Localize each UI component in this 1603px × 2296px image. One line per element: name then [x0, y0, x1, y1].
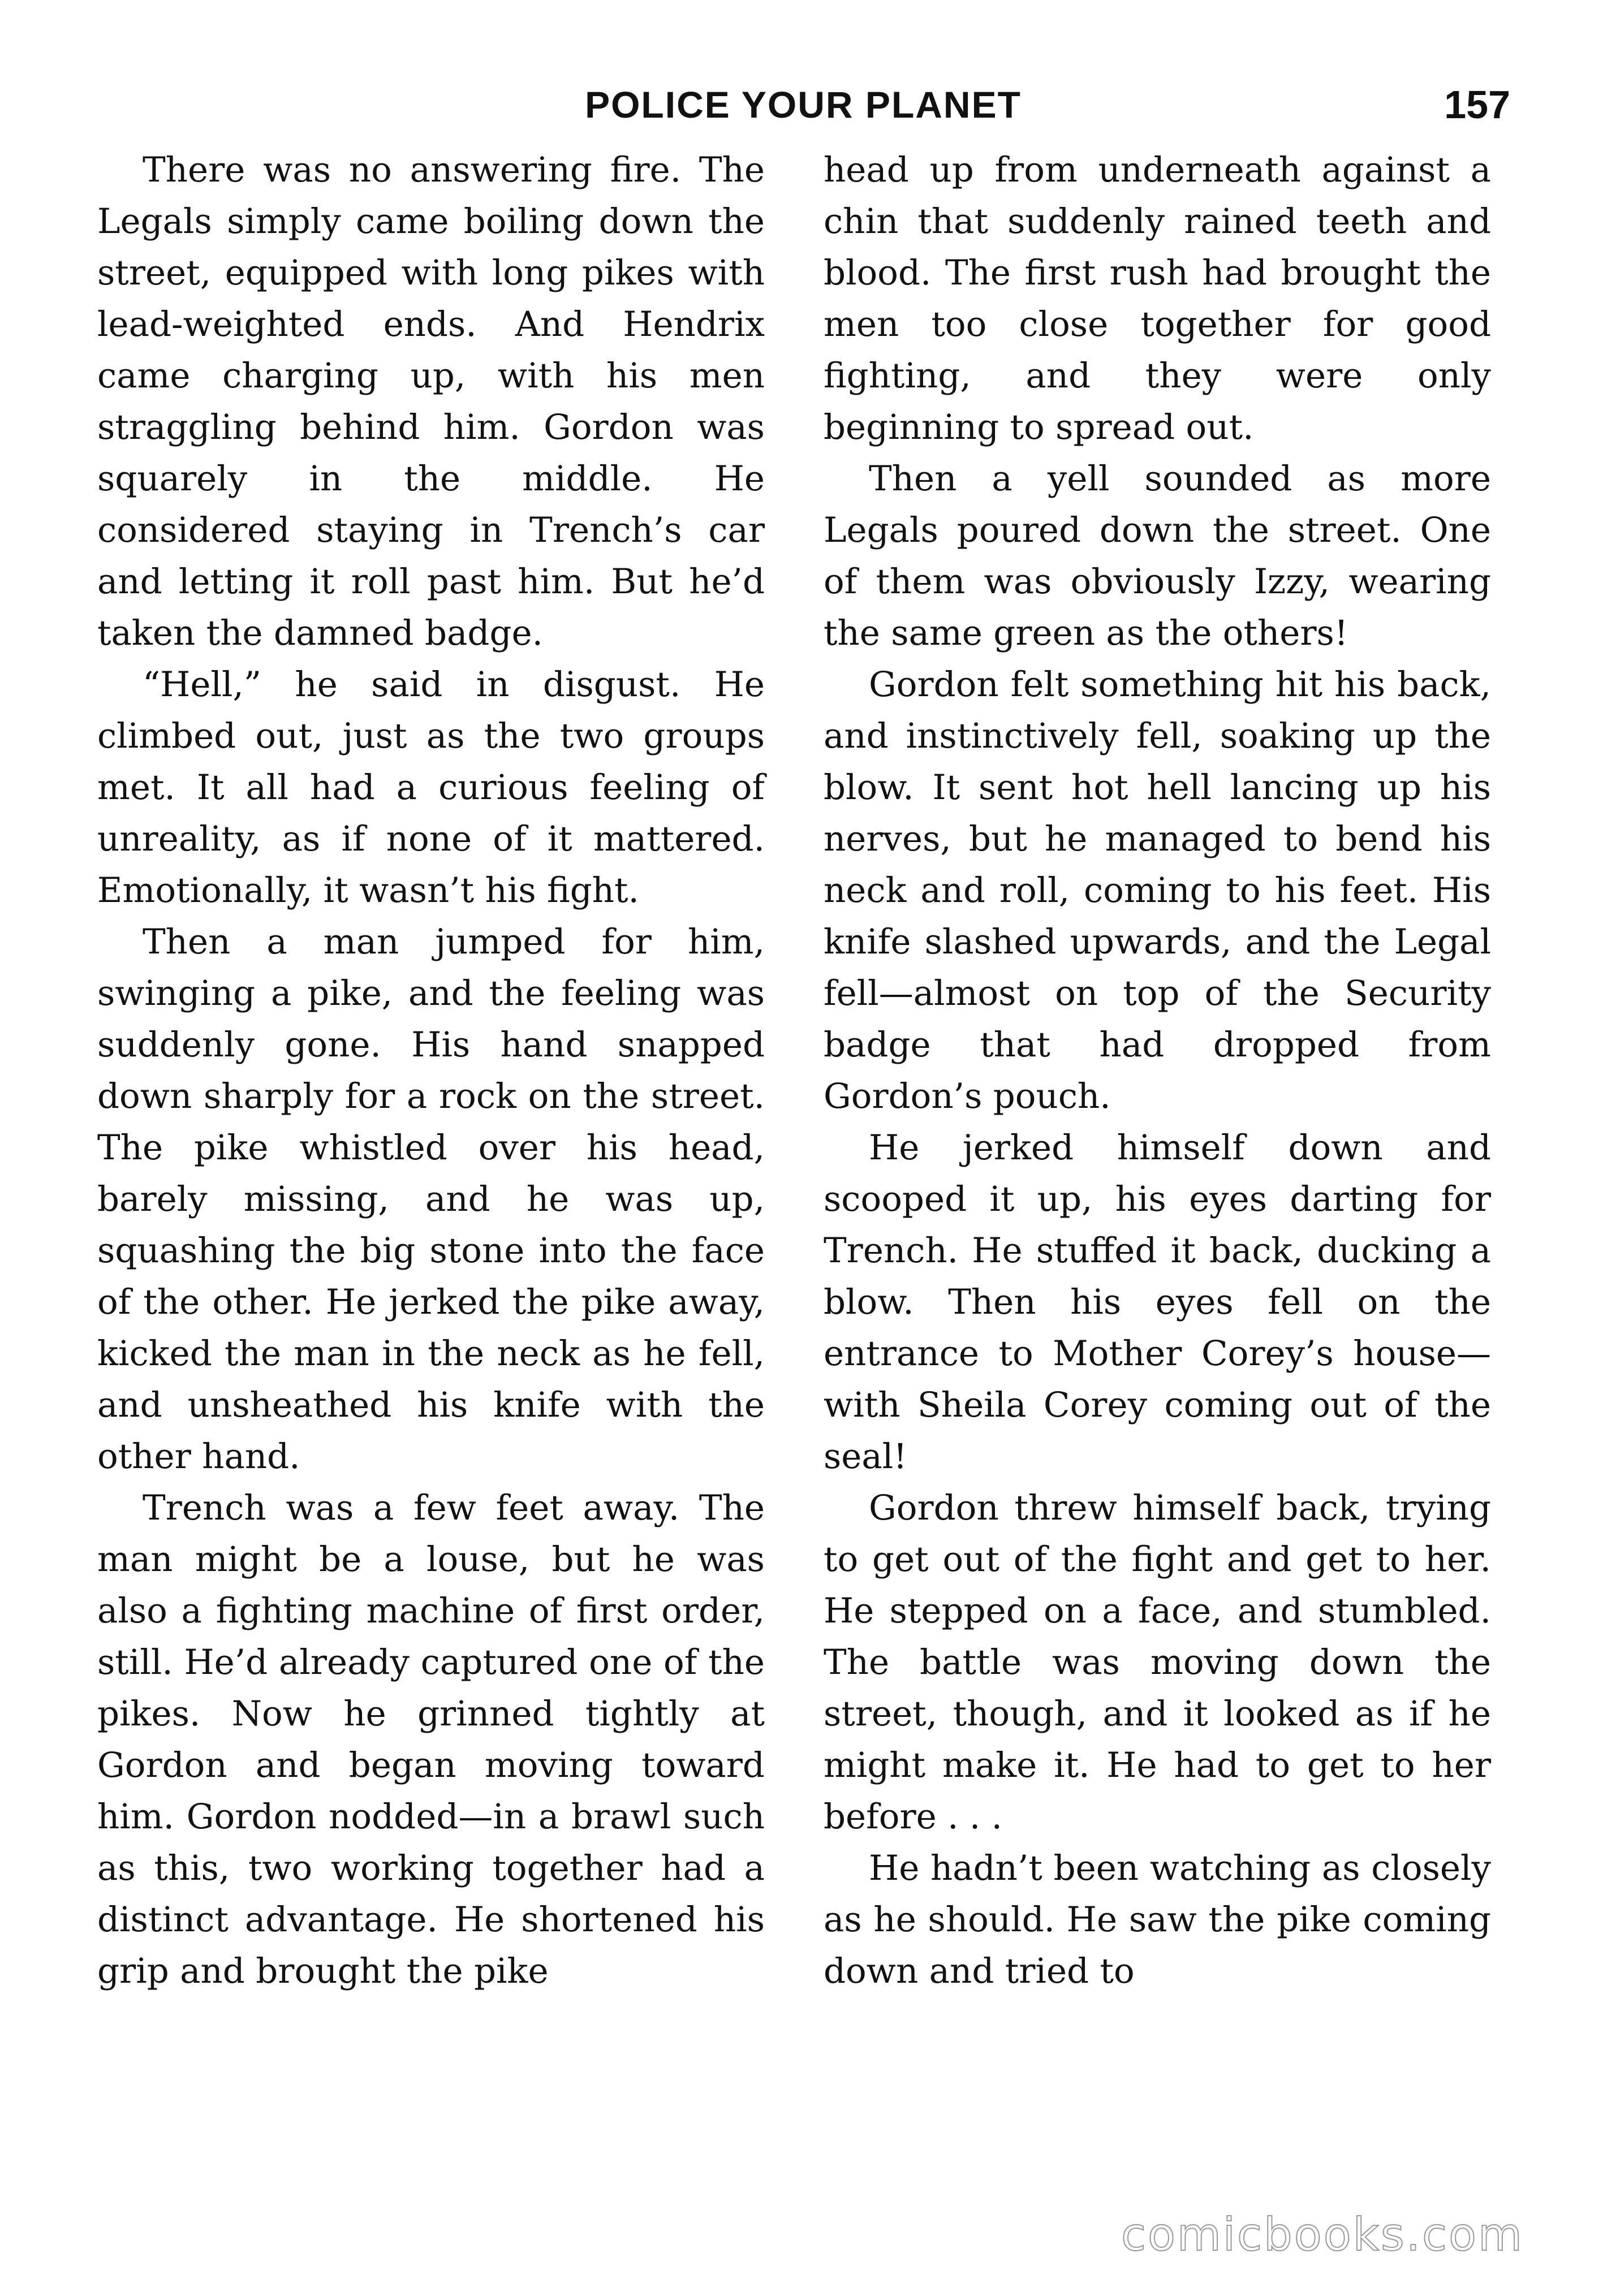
left-column — [97, 144, 765, 1997]
watermark: comicbooks.com — [1121, 2208, 1524, 2261]
paragraph: Gordon felt something hit his back, and instinctively fell, soaking up the blow. It sent hot hell lancing up his nerves, but he managed to bend his neck and roll, coming to his feet. His knife slashed upwards, and the Legal fell—almost on top of the Security badge that had dropped from Gordon’s pouch. — [824, 664, 1491, 1116]
paragraph: He jerked himself down and scooped it up, his eyes darting for Trench. He stuffed it back, ducking a blow. Then his eyes fell on the entrance to Mother Corey’s house—with Sheila Corey coming out of the seal! — [824, 1128, 1491, 1477]
paragraph: There was no answering fire. The Legals simply came boiling down the street, equipped with long pikes with lead-weighted ends. And Hendrix came charging up, with his men straggling behind him. Gordon was squarely in the middle. He considered staying in Trench’s car and letting it roll past him. But he’d taken the damned badge. — [97, 150, 765, 653]
paragraph: Gordon threw himself back, trying to get out of the fight and get to her. He stepped on a face, and stumbled. The battle was moving down the street, though, and it looked as if he might make it. He had to get to her before . . . — [824, 1488, 1491, 1837]
chapter-title: POLICE YOUR PLANET — [585, 84, 1022, 126]
paragraph: “Hell,” he said in disgust. He climbed out, just as the two groups met. It all had a curious feeling of unreality, as if none of it mattered. Emotionally, it wasn’t his fight. — [97, 664, 765, 910]
right-column — [824, 144, 1491, 1997]
paragraph: Then a yell sounded as more Legals poured down the street. One of them was obviously Izzy, wearing the same green as the others! — [824, 459, 1491, 653]
paragraph-continued: head up from underneath against a chin that suddenly rained teeth and blood. The first rush had brought the men too close together for good fighting, and they were only beginning to spread out. — [824, 150, 1491, 447]
paragraph: Then a man jumped for him, swinging a pike, and the feeling was suddenly gone. His hand snapped down sharply for a rock on the street. The pike whistled over his head, barely missing, and he was up, squashing the big stone into the face of the other. He jerked the pike away, kicked the man in the neck as he fell, and unsheathed his knife with the other hand. — [97, 922, 765, 1477]
running-head — [96, 79, 1510, 141]
paragraph: Trench was a few feet away. The man might be a louse, but he was also a fighting machine of first order, still. He’d already captured one of the pikes. Now he grinned tightly at Gordon and began moving toward him. Gordon nodded—in a brawl such as this, two working together had a distinct advantage. He shortened his grip and brought the pike — [97, 1488, 765, 1991]
page-number: 157 — [1444, 83, 1510, 127]
paragraph: He hadn’t been watching as closely as he should. He saw the pike coming down and tried to — [824, 1848, 1491, 1991]
